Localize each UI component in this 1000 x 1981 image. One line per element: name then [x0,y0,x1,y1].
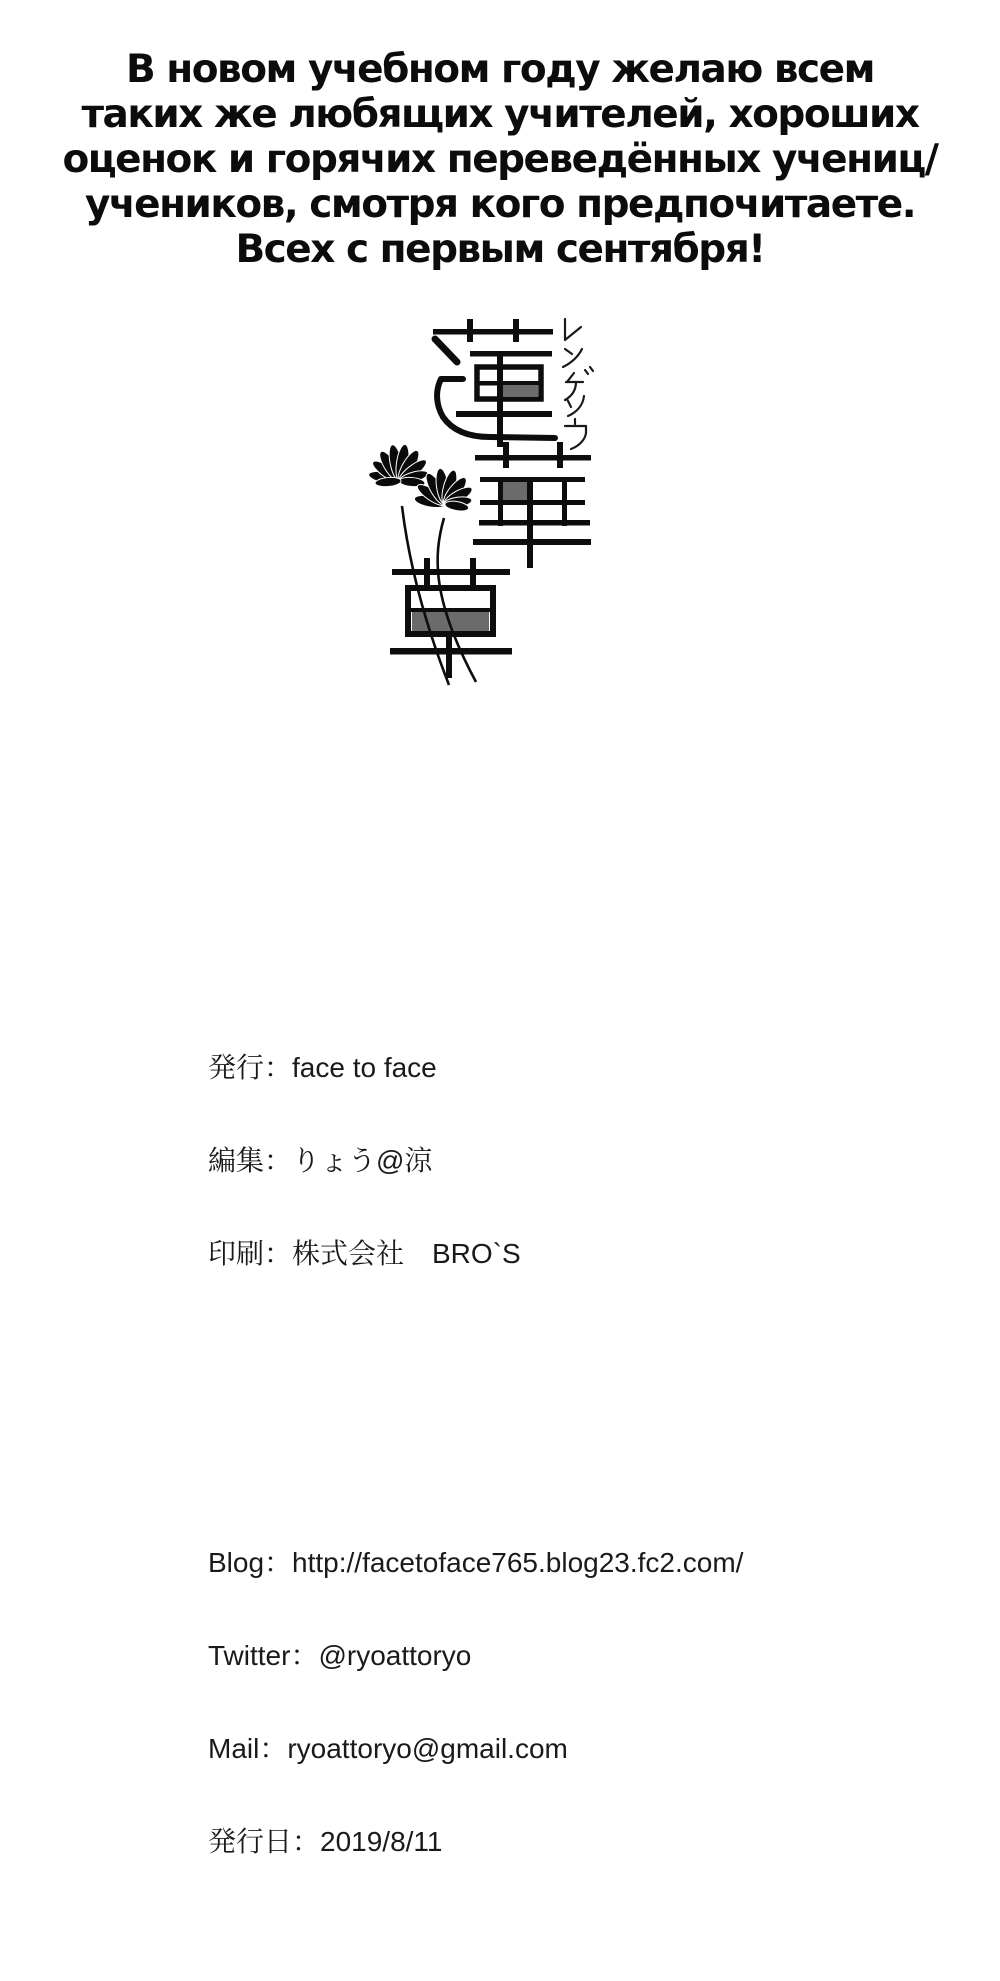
flower-head [368,444,430,488]
credits-contact [208,1485,743,1919]
rengesou-logo-graphic [350,300,620,695]
credit-printer: 印刷：株式会社 BRO`S [208,1238,521,1269]
afterword-line: В новом учебном году желаю всем [126,47,874,92]
credit-editor: 編集：りょう@涼 [208,1145,433,1176]
credits-section [208,928,743,1981]
katakana-reading [563,319,593,449]
credit-twitter: Twitter：@ryoattoryo [208,1640,472,1671]
credits-block-gap [208,1393,743,1423]
credit-date: 発行日：2019/8/11 [208,1826,443,1857]
kanji-hana [473,442,591,568]
afterword-text [0,47,1000,272]
kanji-ren [433,319,555,447]
afterword-line: учеников, смотря кого предпочитаете. [84,182,916,227]
afterword-line: оценок и горячих переведённых учениц/ [62,137,938,182]
afterword-line: таких же любящих учителей, хороших [81,92,919,137]
kanji-sou [390,558,512,678]
circle-logo [350,300,620,695]
credits-primary [208,990,743,1331]
credit-blog: Blog：http://facetoface765.blog23.fc2.com/ [208,1547,744,1578]
credit-mail: Mail：ryoattoryo@gmail.com [208,1733,568,1764]
afterword-line: Всех с первым сентября! [235,227,765,272]
credit-publisher: 発行：face to face [208,1052,437,1083]
